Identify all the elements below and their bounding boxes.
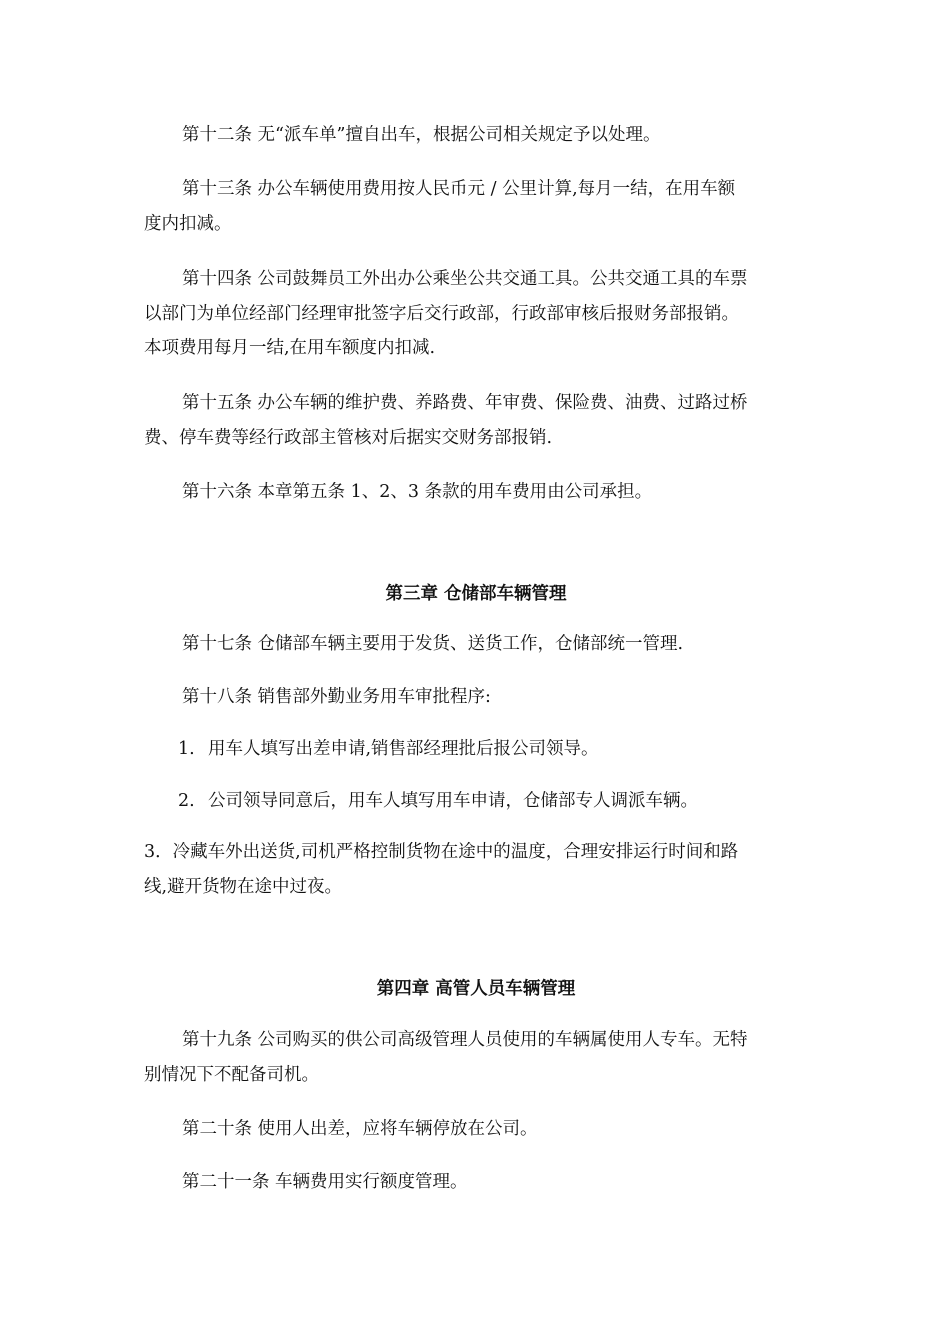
article-17: 第十七条 仓储部车辆主要用于发货、送货工作，仓储部统一管理. (182, 634, 684, 654)
article-20: 第二十条 使用人出差，应将车辆停放在公司。 (182, 1119, 538, 1139)
list-item-text: 公司领导同意后，用车人填写用车申请，仓储部专人调派车辆。 (208, 791, 698, 811)
list-item-text: 用车人填写出差申请,销售部经理批后报公司领导。 (208, 739, 599, 759)
list-item-2 (144, 784, 808, 819)
chapter-4-heading: 第四章 高管人员车辆管理 (376, 979, 576, 999)
document-page (144, 0, 808, 1344)
item-3-line-1: 3．冷藏车外出送货,司机严格控制货物在途中的温度，合理安排运行时间和路 (144, 842, 739, 862)
article-13-line-1: 第十三条 办公车辆使用费用按人民币元 / 公里计算,每月一结，在用车额 (182, 179, 736, 199)
article-14-line-2: 以部门为单位经部门经理审批签字后交行政部，行政部审核后报财务部报销。 (144, 304, 739, 324)
article-13-line-2: 度内扣减。 (144, 214, 232, 234)
article-14-line-1: 第十四条 公司鼓舞员工外出办公乘坐公共交通工具。公共交通工具的车票 (182, 269, 748, 289)
article-15-line-2: 费、停车费等经行政部主管核对后据实交财务部报销. (144, 428, 553, 448)
article-19-line-2: 别情况下不配备司机。 (144, 1065, 319, 1085)
article-14-line-3: 本项费用每月一结,在用车额度内扣减. (144, 338, 436, 358)
list-item-number: 2. (178, 791, 195, 811)
list-item-number: 1. (178, 739, 195, 759)
article-12: 第十二条 无“派车单”擅自出车，根据公司相关规定予以处理。 (182, 125, 661, 145)
article-19-line-1: 第十九条 公司购买的供公司高级管理人员使用的车辆属使用人专车。无特 (182, 1030, 748, 1050)
article-15-line-1: 第十五条 办公车辆的维护费、养路费、年审费、保险费、油费、过路过桥 (182, 393, 748, 413)
chapter-3-heading: 第三章 仓储部车辆管理 (385, 584, 567, 604)
item-3-line-2: 线,避开货物在途中过夜。 (144, 877, 343, 897)
article-16: 第十六条 本章第五条 1、2、3 条款的用车费用由公司承担。 (182, 482, 653, 502)
article-18: 第十八条 销售部外勤业务用车审批程序: (182, 687, 491, 707)
article-21: 第二十一条 车辆费用实行额度管理。 (182, 1172, 468, 1192)
list-item-1 (144, 732, 808, 767)
